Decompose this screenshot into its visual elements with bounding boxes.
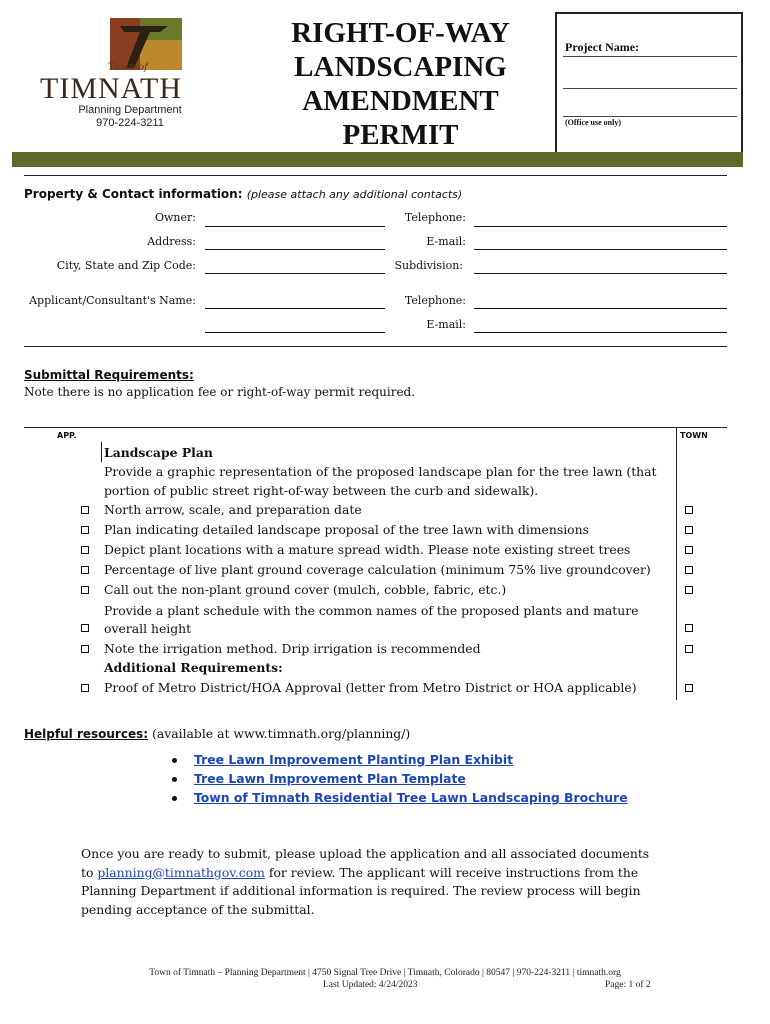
title-line: PERMIT (342, 119, 459, 151)
landscape-desc-line: Provide a graphic representation of the proposed landscape plan for the tree lawn (that (104, 464, 657, 479)
town-checkbox[interactable] (685, 684, 693, 692)
town-column-divider (676, 428, 677, 700)
applicant-label: Applicant/Consultant's Name: (29, 294, 196, 307)
logo-script-text: Town of (108, 62, 148, 73)
resources-heading (24, 726, 410, 741)
contact-heading (24, 187, 462, 201)
footer-page-number: Page: 1 of 2 (605, 980, 651, 990)
town-checkbox[interactable] (685, 624, 693, 632)
town-checkbox[interactable] (685, 546, 693, 554)
instruction-line: Once you are ready to submit, please upload the application and all associated documents (81, 846, 650, 861)
subdivision-label: Subdivision: (394, 259, 463, 272)
city-label: City, State and Zip Code: (56, 259, 196, 272)
department-info (50, 104, 210, 130)
applicant-email-field[interactable] (474, 332, 727, 333)
applicant-extra-field[interactable] (205, 332, 385, 333)
applicant-telephone-label: Telephone: (404, 294, 466, 307)
app-checkbox[interactable] (81, 624, 89, 632)
app-checkbox[interactable] (81, 684, 89, 692)
resource-link-brochure[interactable]: Town of Timnath Residential Tree Lawn Landscaping Brochure (194, 790, 628, 805)
app-checkbox[interactable] (81, 566, 89, 574)
requirement-item: Percentage of live plant ground coverage calculation (minimum 75% live groundcover) (104, 562, 651, 577)
project-name-label: Project Name: (565, 40, 640, 54)
resources-heading-text: Helpful resources: (24, 727, 149, 741)
office-use-box (555, 12, 743, 158)
app-checkbox[interactable] (81, 526, 89, 534)
requirement-item: Plan indicating detailed landscape proposal of the tree lawn with dimensions (104, 522, 589, 537)
instruction-line (81, 864, 681, 883)
title-line: AMENDMENT (302, 85, 499, 117)
requirement-item: Depict plant locations with a mature spread width. Please note existing street trees (104, 542, 631, 557)
divider (24, 346, 727, 347)
owner-label: Owner: (155, 211, 196, 224)
page-title (258, 16, 543, 152)
divider (24, 175, 727, 176)
app-checkbox[interactable] (81, 546, 89, 554)
project-name-line[interactable] (563, 56, 737, 57)
town-checkbox[interactable] (685, 645, 693, 653)
applicant-telephone-field[interactable] (474, 308, 727, 309)
column-town-header: TOWN (680, 431, 708, 440)
footer-address: Town of Timnath – Planning Department | 4750 Signal Tree Drive | Timnath, Colorado | 80547 | 970-224-3211 | timnath.org (149, 968, 621, 978)
app-checkbox[interactable] (81, 506, 89, 514)
bullet-icon (172, 758, 177, 763)
telephone-label: Telephone: (404, 211, 466, 224)
applicant-field[interactable] (205, 308, 385, 309)
town-checkbox[interactable] (685, 586, 693, 594)
applicant-email-label: E-mail: (426, 318, 466, 331)
instruction-text: for review. The applicant will receive instructions from the (264, 864, 639, 880)
email-label: E-mail: (426, 235, 466, 248)
subdivision-field[interactable] (474, 273, 727, 274)
owner-field[interactable] (205, 226, 385, 227)
app-column-divider (101, 442, 102, 462)
bullet-icon (172, 796, 177, 801)
resource-link-planting-plan[interactable]: Tree Lawn Improvement Planting Plan Exhibit (194, 752, 514, 767)
department-phone: 970-224-3211 (96, 117, 164, 129)
logo-name: TIMNATH (40, 72, 182, 105)
requirements-heading: Submittal Requirements: (24, 368, 194, 382)
town-checkbox[interactable] (685, 566, 693, 574)
title-line: RIGHT-OF-WAY (291, 17, 510, 49)
app-checkbox[interactable] (81, 586, 89, 594)
requirement-item: Provide a plant schedule with the common names of the proposed plants and mature (104, 603, 639, 618)
column-app-header: APP. (57, 431, 77, 440)
telephone-field[interactable] (474, 226, 727, 227)
town-checkbox[interactable] (685, 526, 693, 534)
town-checkbox[interactable] (685, 506, 693, 514)
title-line: LANDSCAPING (294, 51, 507, 83)
office-line[interactable] (563, 88, 737, 89)
contact-heading-note: (please attach any additional contacts) (246, 188, 463, 201)
header-accent-bar (12, 152, 743, 167)
instruction-line: pending acceptance of the submittal. (81, 901, 315, 917)
bullet-icon (172, 777, 177, 782)
landscape-plan-title: Landscape Plan (104, 445, 213, 460)
contact-heading-text: Property & Contact information: (24, 187, 243, 201)
additional-requirements-title: Additional Requirements: (104, 660, 283, 675)
table-top-border (24, 427, 727, 428)
requirement-item: Call out the non-plant ground cover (mulch, cobble, fabric, etc.) (104, 582, 507, 597)
instruction-line: Planning Department if additional information is required. The review process will begin (81, 883, 641, 898)
address-label: Address: (147, 235, 196, 248)
city-field[interactable] (205, 273, 385, 274)
requirement-item: Note the irrigation method. Drip irrigation is recommended (104, 641, 481, 656)
office-line[interactable] (563, 116, 737, 117)
resource-link-plan-template[interactable]: Tree Lawn Improvement Plan Template (194, 771, 466, 786)
resources-heading-note: (available at www.timnath.org/planning/) (152, 726, 411, 741)
submission-instructions (81, 845, 681, 919)
department-name: Planning Department (78, 104, 182, 116)
requirement-item-continued: overall height (104, 621, 192, 636)
office-use-note: (Office use only) (565, 118, 621, 127)
requirements-note: Note there is no application fee or right-of-way permit required. (24, 385, 416, 399)
instruction-text: to (81, 864, 98, 880)
planning-email-link[interactable]: planning@timnathgov.com (97, 864, 265, 880)
app-checkbox[interactable] (81, 645, 89, 653)
requirement-item: Proof of Metro District/HOA Approval (letter from Metro District or HOA applicable) (104, 680, 637, 695)
requirement-item: North arrow, scale, and preparation date (104, 502, 362, 517)
landscape-desc-line: portion of public street right-of-way between the curb and sidewalk). (104, 483, 539, 498)
footer-last-updated: Last Updated: 4/24/2023 (323, 980, 418, 990)
address-field[interactable] (205, 249, 385, 250)
email-field[interactable] (474, 249, 727, 250)
